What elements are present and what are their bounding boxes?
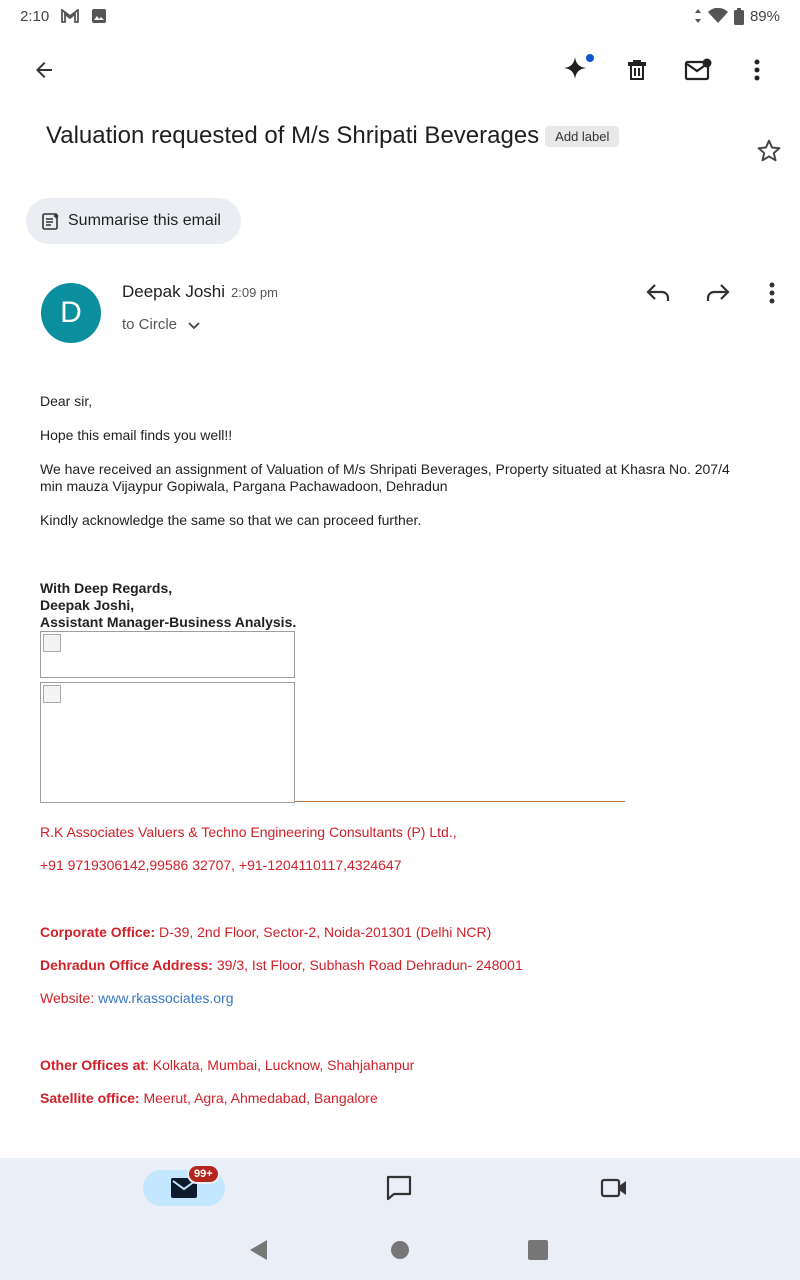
sender-info xyxy=(122,282,278,302)
system-recents-button[interactable] xyxy=(526,1238,550,1262)
dehradun-office xyxy=(40,957,760,974)
star-outline-icon xyxy=(756,138,782,164)
company-name: R.K Associates Valuers & Techno Engineering Consultants (P) Ltd., xyxy=(40,824,457,840)
summarise-email-button[interactable] xyxy=(26,198,241,244)
add-label-chip[interactable]: Add label xyxy=(545,126,619,147)
reply-icon xyxy=(645,282,671,304)
company-phones[interactable]: +91 9719306142,99586 32707, +91-1204110117,4324647 xyxy=(40,857,402,873)
video-camera-icon xyxy=(600,1177,628,1199)
more-vert-icon xyxy=(769,282,775,304)
sender-avatar[interactable]: D xyxy=(41,283,101,343)
triangle-back-icon xyxy=(249,1239,269,1261)
other-offices xyxy=(40,1057,760,1074)
back-button[interactable] xyxy=(22,48,66,92)
signature-title: Assistant Manager-Business Analysis. xyxy=(40,614,297,630)
delete-button[interactable] xyxy=(615,48,659,92)
gemini-button[interactable] xyxy=(555,48,599,92)
body-line-2b: min mauza Vijaypur Gopiwala, Pargana Pachawadoon, Dehradun xyxy=(40,478,448,494)
website xyxy=(40,990,760,1007)
satellite-office xyxy=(40,1090,760,1107)
summarise-label: Summarise this email xyxy=(68,212,221,229)
nav-meet[interactable] xyxy=(573,1170,655,1206)
broken-image-icon xyxy=(43,685,61,703)
more-vert-icon xyxy=(754,59,760,81)
battery-icon xyxy=(734,8,744,25)
subject-row xyxy=(46,122,746,150)
logo-image-placeholder xyxy=(40,682,295,803)
mail-unread-badge: 99+ xyxy=(187,1164,220,1184)
website-label: Website: xyxy=(40,990,99,1006)
other-offices-label: Other Offices at xyxy=(40,1057,146,1073)
status-bar xyxy=(0,0,800,32)
dehradun-office-label: Dehradun Office Address: xyxy=(40,957,213,973)
circle-home-icon xyxy=(390,1240,410,1260)
wifi-icon xyxy=(708,8,728,24)
reply-button[interactable] xyxy=(636,271,680,315)
square-recents-icon xyxy=(528,1240,548,1260)
forward-icon xyxy=(705,282,731,304)
dehradun-office-value: 39/3, Ist Floor, Subhash Road Dehradun- 248001 xyxy=(212,957,523,973)
gmail-notification-icon xyxy=(61,9,79,23)
body-line-3: Kindly acknowledge the same so that we can proceed further. xyxy=(40,512,422,528)
satellite-office-value: Meerut, Agra, Ahmedabad, Bangalore xyxy=(139,1090,378,1106)
email-subject: Valuation requested of M/s Shripati Beverages xyxy=(46,122,540,149)
trash-icon xyxy=(625,58,649,82)
recipient-label: to Circle xyxy=(122,315,178,333)
forward-button[interactable] xyxy=(696,271,740,315)
body-line-1: Hope this email finds you well!! xyxy=(40,427,233,443)
nav-chat[interactable] xyxy=(358,1170,440,1206)
data-arrows-icon xyxy=(694,8,702,24)
status-time: 2:10 xyxy=(20,7,50,25)
signature-image-placeholder xyxy=(40,631,295,678)
nav-mail[interactable] xyxy=(143,1170,225,1206)
broken-image-icon xyxy=(43,634,61,652)
battery-percent: 89% xyxy=(749,7,780,25)
corporate-office xyxy=(40,924,760,941)
satellite-office-label: Satellite office: xyxy=(40,1090,140,1106)
corporate-office-value: D-39, 2nd Floor, Sector-2, Noida-201301 (Delhi NCR) xyxy=(155,924,492,940)
arrow-back-icon xyxy=(32,58,56,82)
app-bar xyxy=(0,40,800,100)
summary-icon xyxy=(42,212,60,230)
chat-icon xyxy=(385,1174,413,1202)
recipient-toggle[interactable] xyxy=(122,313,203,335)
website-link[interactable]: www.rkassociates.org xyxy=(98,990,234,1006)
signature-regards: With Deep Regards, xyxy=(40,580,173,596)
chevron-down-icon xyxy=(185,317,203,335)
corporate-office-label: Corporate Office: xyxy=(40,924,156,940)
sparkle-icon xyxy=(560,53,594,87)
body-greeting: Dear sir, xyxy=(40,393,93,409)
signature-divider xyxy=(295,801,625,802)
system-home-button[interactable] xyxy=(388,1238,412,1262)
sender-name[interactable]: Deepak Joshi xyxy=(122,282,226,301)
more-options-button[interactable] xyxy=(735,48,779,92)
star-button[interactable] xyxy=(747,129,791,173)
system-back-button[interactable] xyxy=(247,1238,271,1262)
mark-unread-button[interactable] xyxy=(676,48,720,92)
signature-name: Deepak Joshi, xyxy=(40,597,135,613)
mail-unread-icon xyxy=(684,58,712,82)
image-notification-icon xyxy=(91,8,107,24)
body-line-2a: We have received an assignment of Valuation of M/s Shripati Beverages, Property situated at Khasra No. 207/4 xyxy=(40,461,730,477)
other-offices-value: : Kolkata, Mumbai, Lucknow, Shahjahanpur xyxy=(145,1057,415,1073)
email-time: 2:09 pm xyxy=(231,285,278,300)
message-more-button[interactable] xyxy=(750,271,794,315)
